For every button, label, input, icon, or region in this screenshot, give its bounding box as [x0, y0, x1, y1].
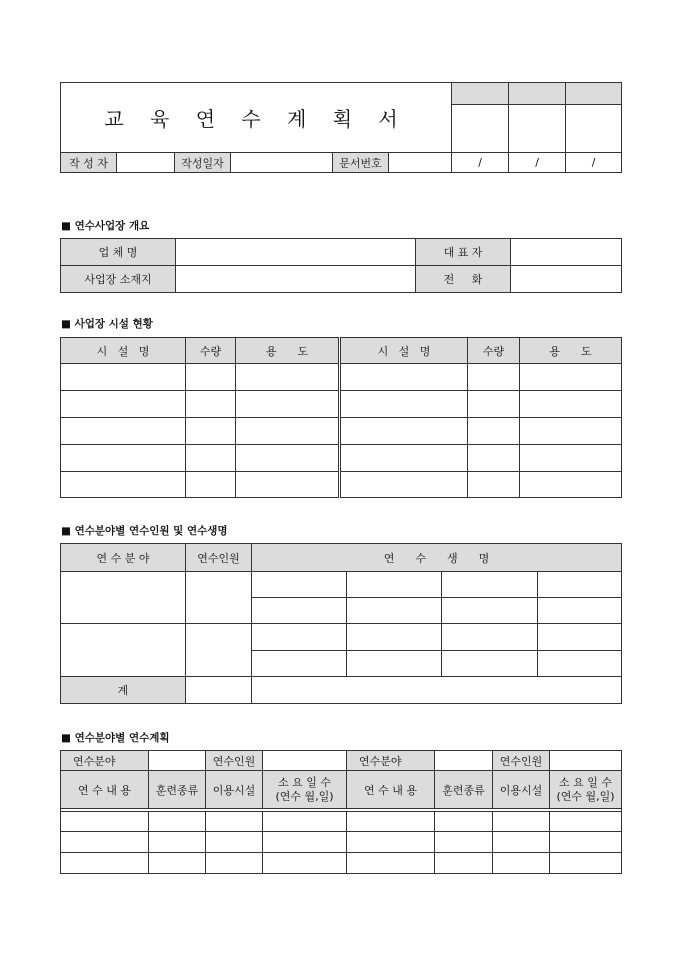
cell[interactable] [468, 472, 520, 498]
plan-field-value-1[interactable] [149, 751, 206, 771]
name-cell[interactable] [538, 572, 622, 598]
cell[interactable] [236, 472, 340, 498]
name-cell[interactable] [538, 624, 622, 650]
plan-table [60, 750, 622, 874]
cell[interactable] [347, 812, 435, 832]
document-title: 교 육 연 수 계 획 서 [61, 83, 452, 153]
approval-sign-1[interactable] [452, 105, 509, 153]
section-heading-facilities: ■ 사업장 시설 현황 [61, 318, 153, 330]
cell[interactable] [186, 391, 236, 418]
name-cell[interactable] [252, 572, 347, 598]
cell[interactable] [550, 812, 622, 832]
cell[interactable] [435, 812, 493, 832]
cell[interactable] [61, 812, 149, 832]
approval-sign-2[interactable] [509, 105, 566, 153]
address-field[interactable] [176, 266, 416, 293]
cell[interactable] [61, 853, 149, 874]
cell[interactable] [263, 812, 347, 832]
facility-name-header-right: 시 설 명 [340, 338, 468, 364]
author-label: 작 성 자 [61, 153, 117, 173]
cell[interactable] [493, 832, 550, 853]
rep-label: 대 표 자 [416, 239, 511, 266]
rep-field[interactable] [511, 239, 622, 266]
total-names-cell[interactable] [252, 676, 622, 703]
plan-days-header-1 [263, 771, 347, 809]
table-row [61, 418, 622, 445]
approval-header-1 [452, 83, 509, 105]
plan-days-header-2 [550, 771, 622, 809]
facility-use-header-left: 용 도 [236, 338, 340, 364]
cell[interactable] [520, 364, 622, 391]
cell[interactable] [340, 364, 468, 391]
plan-type-header-2: 훈련종류 [435, 771, 493, 809]
cell[interactable] [520, 391, 622, 418]
days-line2: (연수 월,일) [275, 789, 334, 803]
doc-no-field[interactable] [389, 153, 452, 173]
plan-count-label-1: 연수인원 [206, 751, 263, 771]
cell[interactable] [186, 472, 236, 498]
name-cell[interactable] [347, 598, 442, 624]
cell[interactable] [236, 391, 340, 418]
total-label: 계 [61, 676, 186, 703]
section-heading-trainees: ■ 연수분야별 연수인원 및 연수생명 [61, 525, 228, 537]
cell[interactable] [61, 445, 186, 472]
cell[interactable] [149, 853, 206, 874]
trainees-table [60, 543, 622, 704]
cell[interactable] [340, 418, 468, 445]
approval-date-1[interactable]: / [452, 153, 509, 173]
count-cell[interactable] [186, 572, 252, 624]
approval-header-2 [509, 83, 566, 105]
field-cell[interactable] [61, 572, 186, 624]
cell[interactable] [236, 418, 340, 445]
plan-field-value-2[interactable] [435, 751, 493, 771]
name-cell[interactable] [252, 598, 347, 624]
approval-date-3[interactable]: / [566, 153, 622, 173]
cell[interactable] [186, 364, 236, 391]
cell[interactable] [263, 832, 347, 853]
cell[interactable] [236, 364, 340, 391]
plan-facility-header-2: 이용시설 [493, 771, 550, 809]
cell[interactable] [186, 445, 236, 472]
cell[interactable] [520, 418, 622, 445]
date-label: 작성일자 [175, 153, 231, 173]
title-block [60, 82, 622, 173]
name-cell[interactable] [442, 598, 538, 624]
cell[interactable] [493, 853, 550, 874]
table-row [61, 364, 622, 391]
facilities-table [60, 337, 622, 498]
table-row [61, 832, 622, 853]
table-row [61, 391, 622, 418]
cell[interactable] [61, 391, 186, 418]
cell[interactable] [347, 853, 435, 874]
total-count-cell[interactable] [186, 676, 252, 703]
days-line1: 소 요 일 수 [278, 775, 331, 789]
facility-qty-header-left: 수량 [186, 338, 236, 364]
plan-content-header-1: 연 수 내 용 [61, 771, 149, 809]
doc-no-label: 문서번호 [333, 153, 389, 173]
facility-qty-header-right: 수량 [468, 338, 520, 364]
cell[interactable] [61, 364, 186, 391]
plan-count-label-2: 연수인원 [493, 751, 550, 771]
name-cell[interactable] [442, 650, 538, 676]
phone-field[interactable] [511, 266, 622, 293]
cell[interactable] [340, 472, 468, 498]
cell[interactable] [468, 364, 520, 391]
name-cell[interactable] [442, 572, 538, 598]
facility-name-header-left: 시 설 명 [61, 338, 186, 364]
approval-date-2[interactable]: / [509, 153, 566, 173]
cell[interactable] [186, 418, 236, 445]
days-line1: 소 요 일 수 [559, 775, 612, 789]
days-line2: (연수 월,일) [556, 789, 615, 803]
table-row [61, 572, 622, 598]
cell[interactable] [468, 445, 520, 472]
table-row [61, 853, 622, 874]
plan-count-value-2[interactable] [550, 751, 622, 771]
cell[interactable] [61, 472, 186, 498]
address-label: 사업장 소재지 [61, 266, 176, 293]
cell[interactable] [347, 832, 435, 853]
field-header: 연 수 분 야 [61, 544, 186, 572]
cell[interactable] [520, 445, 622, 472]
company-field[interactable] [176, 239, 416, 266]
cell[interactable] [61, 418, 186, 445]
plan-field-label-1: 연수분야 [61, 751, 149, 771]
cell[interactable] [468, 418, 520, 445]
cell[interactable] [550, 853, 622, 874]
section-heading-plan: ■ 연수분야별 연수계획 [61, 732, 170, 744]
table-row [61, 472, 622, 498]
names-header: 연 수 생 명 [252, 544, 622, 572]
count-header: 연수인원 [186, 544, 252, 572]
cell[interactable] [149, 812, 206, 832]
author-field[interactable] [117, 153, 175, 173]
name-cell[interactable] [252, 650, 347, 676]
cell[interactable] [435, 853, 493, 874]
name-cell[interactable] [347, 650, 442, 676]
cell[interactable] [263, 853, 347, 874]
plan-content-header-2: 연 수 내 용 [347, 771, 435, 809]
name-cell[interactable] [538, 598, 622, 624]
cell[interactable] [206, 853, 263, 874]
phone-label: 전 화 [416, 266, 511, 293]
name-cell[interactable] [347, 624, 442, 650]
facility-use-header-right: 용 도 [520, 338, 622, 364]
cell[interactable] [468, 391, 520, 418]
field-cell[interactable] [61, 624, 186, 676]
count-cell[interactable] [186, 624, 252, 676]
cell[interactable] [493, 812, 550, 832]
section-heading-overview: ■ 연수사업장 개요 [61, 220, 150, 232]
cell[interactable] [340, 445, 468, 472]
date-field[interactable] [231, 153, 333, 173]
cell[interactable] [435, 832, 493, 853]
plan-count-value-1[interactable] [263, 751, 347, 771]
name-cell[interactable] [347, 572, 442, 598]
name-cell[interactable] [442, 624, 538, 650]
cell[interactable] [149, 832, 206, 853]
company-label: 업 체 명 [61, 239, 176, 266]
table-row [61, 812, 622, 832]
approval-header-3 [566, 83, 622, 105]
overview-table [60, 238, 622, 293]
table-row [61, 624, 622, 650]
approval-sign-3[interactable] [566, 105, 622, 153]
cell[interactable] [206, 832, 263, 853]
cell[interactable] [520, 472, 622, 498]
plan-facility-header-1: 이용시설 [206, 771, 263, 809]
plan-type-header-1: 훈련종류 [149, 771, 206, 809]
plan-field-label-2: 연수분야 [347, 751, 435, 771]
table-row [61, 445, 622, 472]
name-cell[interactable] [538, 650, 622, 676]
cell[interactable] [61, 832, 149, 853]
cell[interactable] [550, 832, 622, 853]
cell[interactable] [206, 812, 263, 832]
cell[interactable] [236, 445, 340, 472]
name-cell[interactable] [252, 624, 347, 650]
cell[interactable] [340, 391, 468, 418]
